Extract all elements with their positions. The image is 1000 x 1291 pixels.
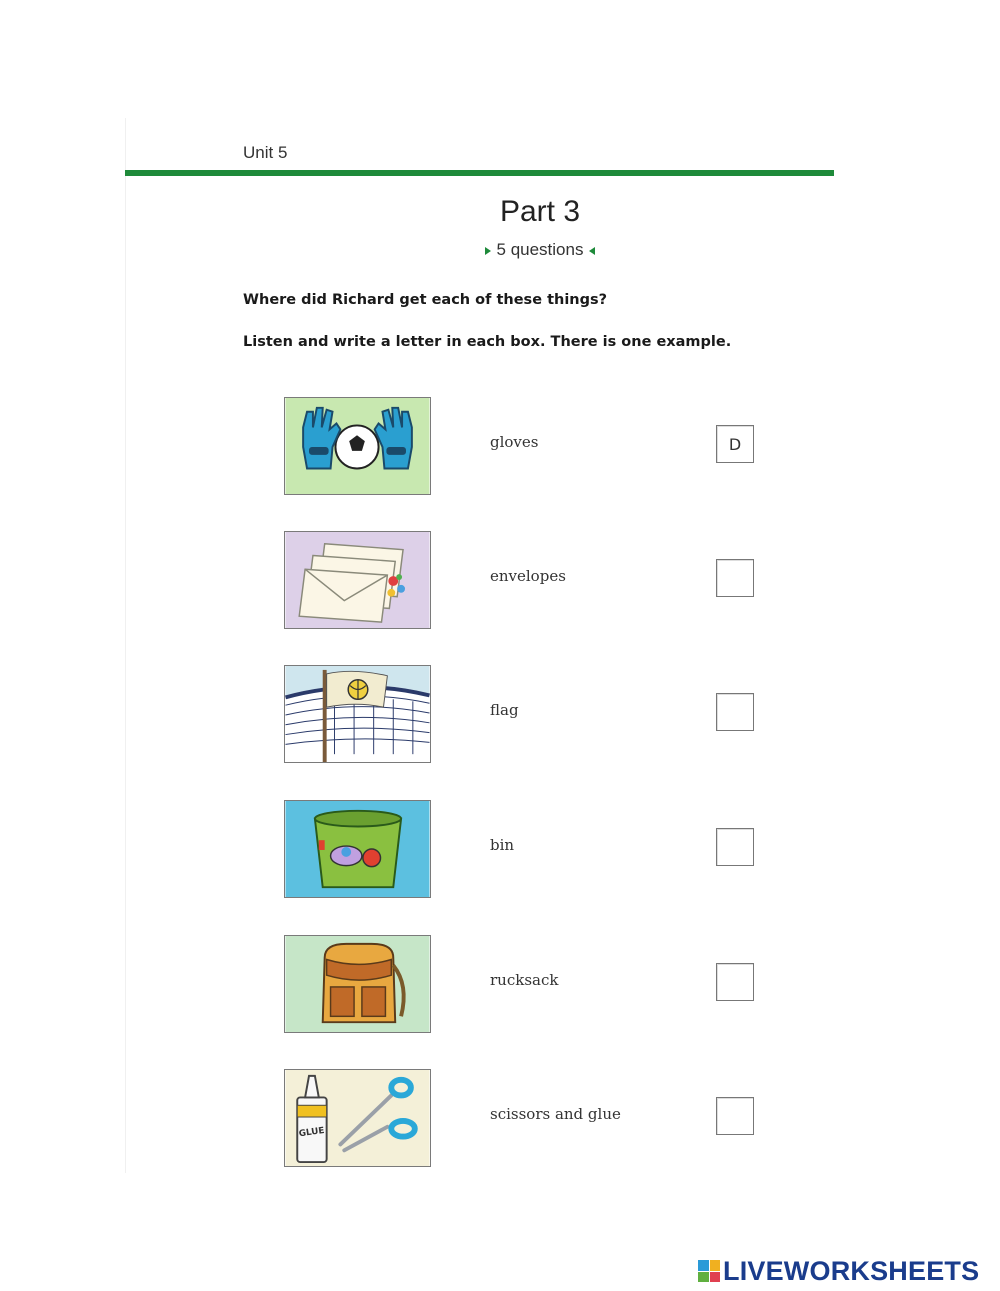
- answer-box[interactable]: [716, 963, 754, 1001]
- instruction-question: Where did Richard get each of these things?: [243, 292, 608, 308]
- logo-mark-icon: [698, 1260, 720, 1282]
- item-word: gloves: [490, 433, 539, 451]
- list-item: [284, 531, 764, 629]
- gloves-icon: [284, 397, 431, 495]
- flag-icon: [284, 665, 431, 763]
- bin-icon: [284, 800, 431, 898]
- item-word: scissors and glue: [490, 1105, 621, 1123]
- envelopes-icon: [284, 531, 431, 629]
- rucksack-icon: [284, 935, 431, 1033]
- answer-box[interactable]: [716, 828, 754, 866]
- list-item: [284, 800, 764, 898]
- scissors-and-glue-icon: [284, 1069, 431, 1167]
- liveworksheets-logo: [698, 1257, 979, 1285]
- header-divider: [125, 170, 834, 176]
- part-title: Part 3: [499, 195, 581, 228]
- instruction-task: Listen and write a letter in each box. There is one example.: [243, 334, 732, 350]
- svg-text:GLUE: GLUE: [298, 1125, 326, 1140]
- item-word: rucksack: [490, 971, 559, 989]
- item-word: envelopes: [490, 567, 566, 585]
- list-item: [284, 1069, 764, 1167]
- triangle-right-icon: [485, 247, 491, 255]
- answer-box[interactable]: [716, 1097, 754, 1135]
- question-count: [0, 240, 1000, 260]
- list-item: [284, 397, 764, 495]
- answer-box[interactable]: [716, 559, 754, 597]
- logo-text: LIVEWORKSHEETS: [723, 1255, 980, 1286]
- answer-box[interactable]: D: [716, 425, 754, 463]
- answer-box[interactable]: [716, 693, 754, 731]
- list-item: [284, 935, 764, 1033]
- question-count-label: 5 questions: [496, 240, 584, 259]
- list-item: [284, 665, 764, 763]
- unit-label: Unit 5: [243, 143, 288, 162]
- item-word: flag: [490, 701, 519, 719]
- triangle-left-icon: [589, 247, 595, 255]
- item-word: bin: [490, 836, 515, 854]
